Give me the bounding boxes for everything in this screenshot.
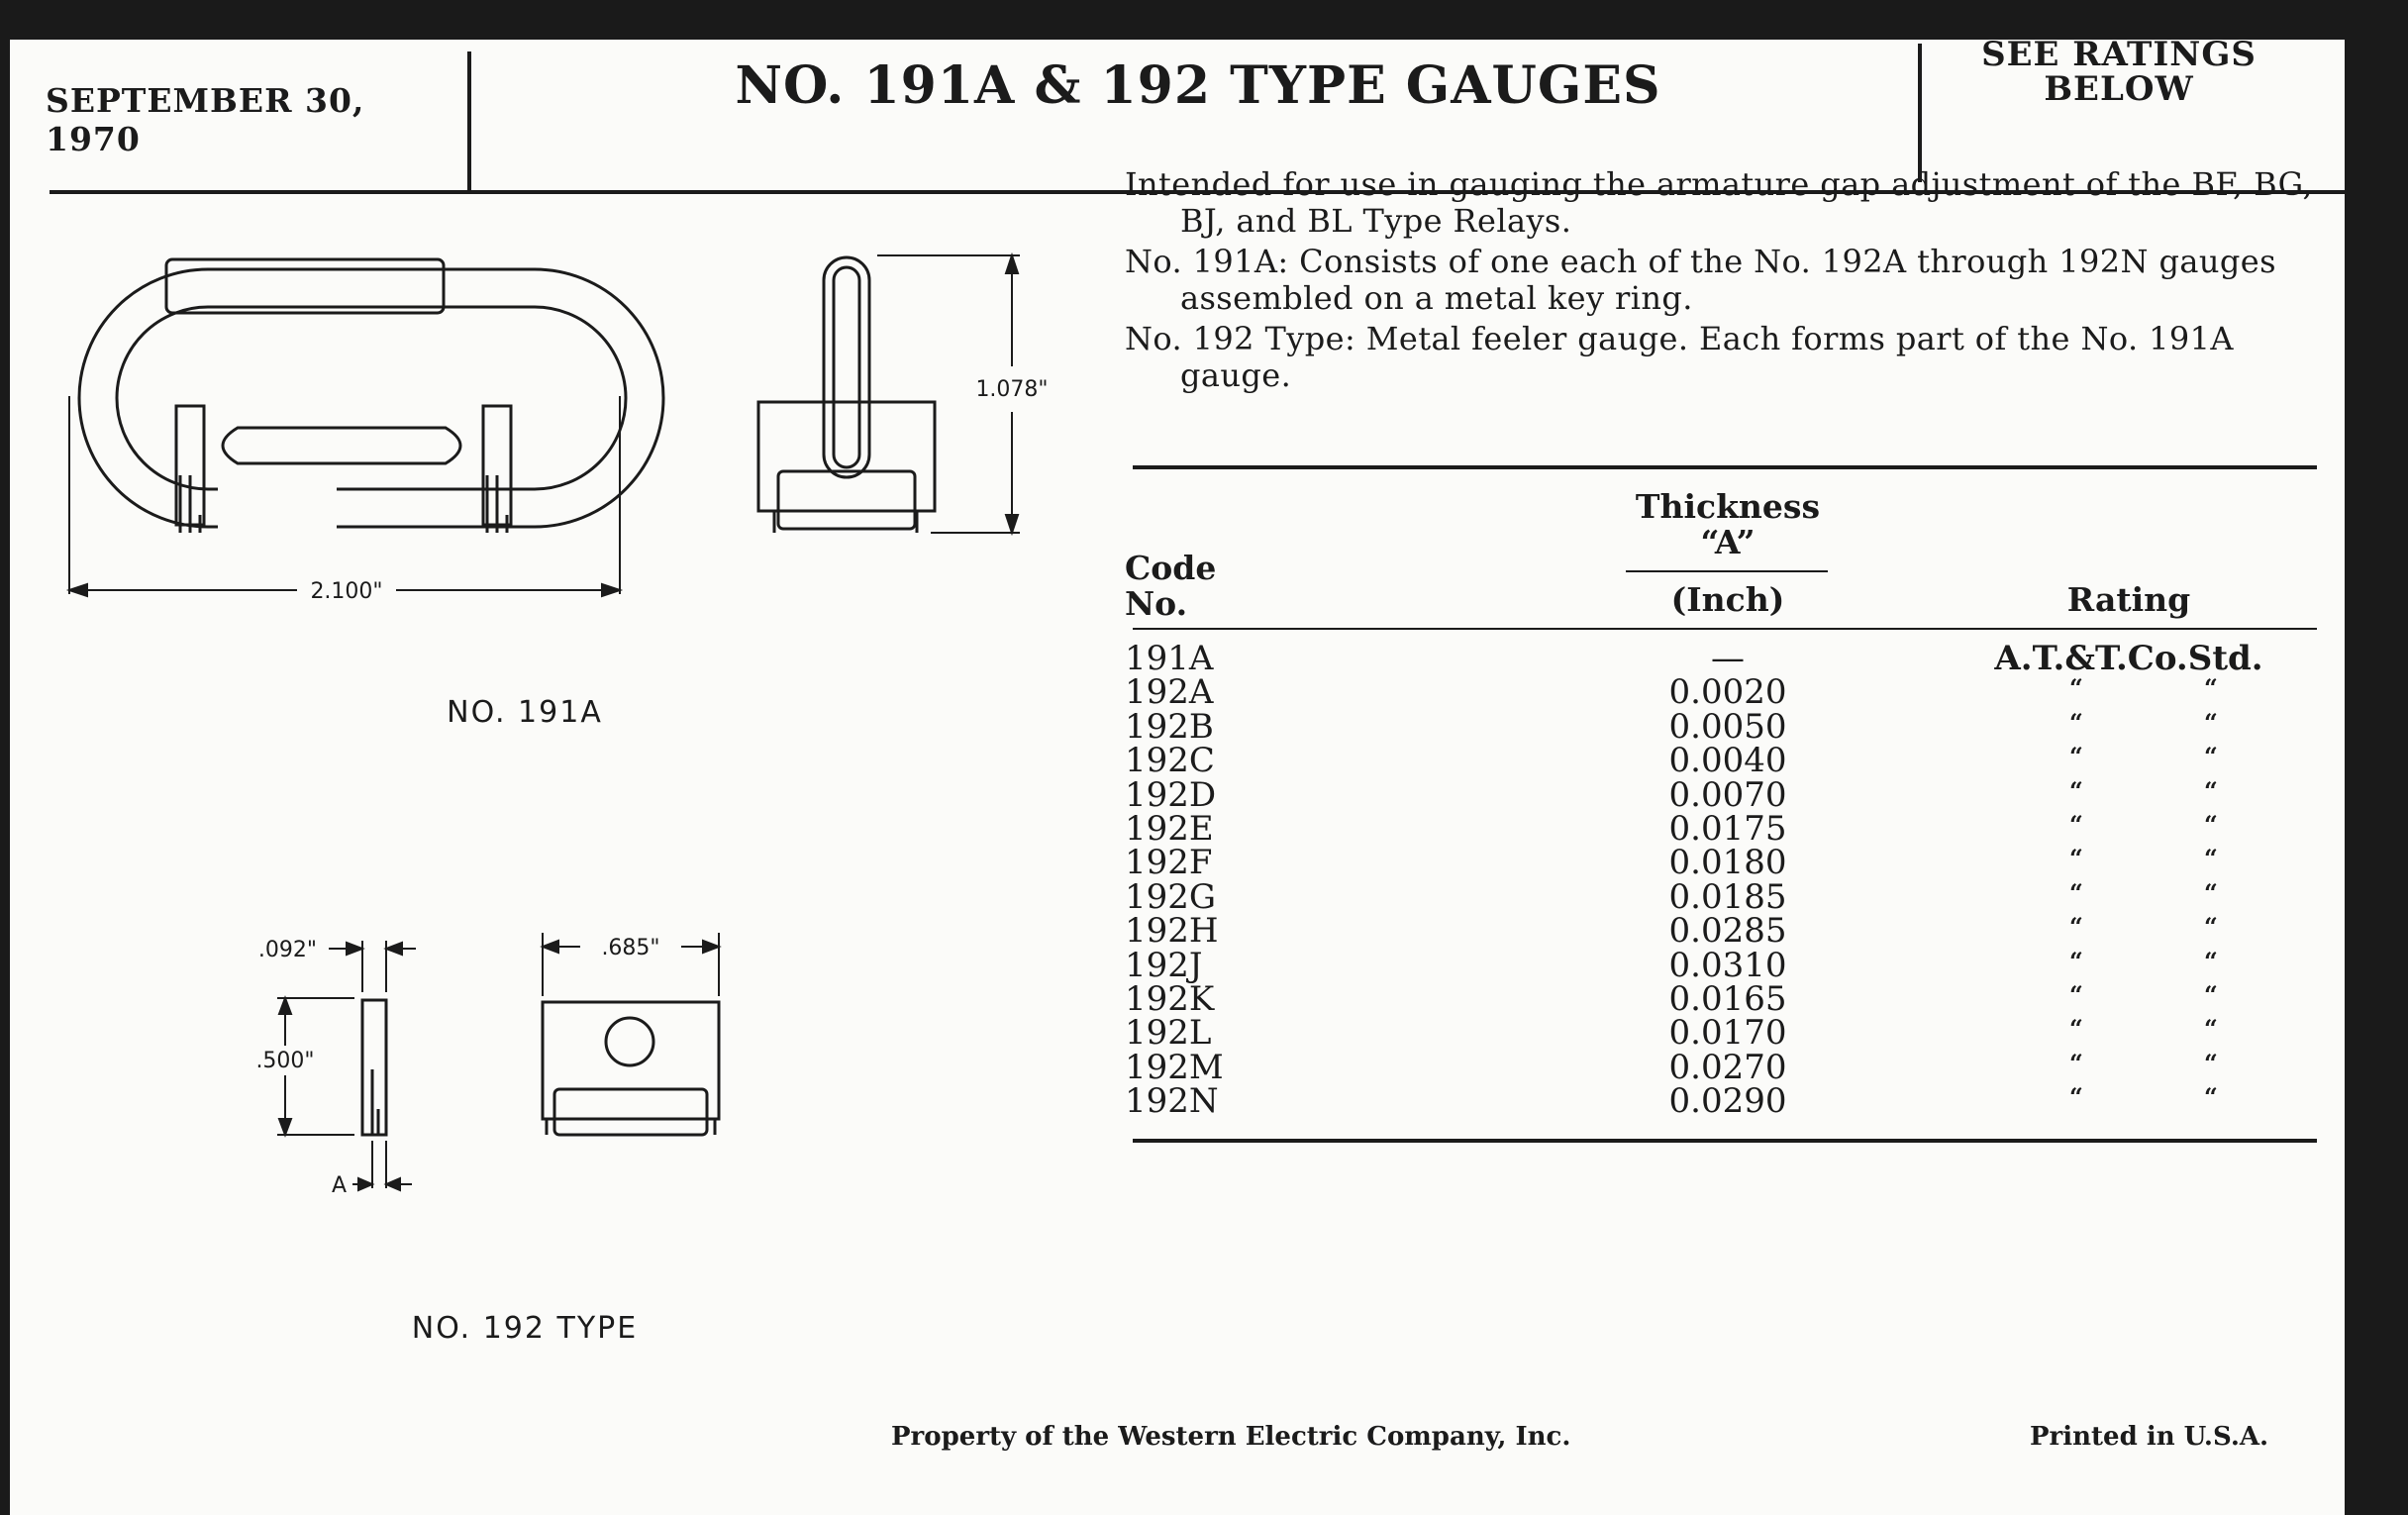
cell-code: 192E: [1125, 809, 1214, 849]
cell-code: 192J: [1125, 945, 1203, 985]
table-top-rule: [1133, 465, 2317, 469]
cell-thickness: 0.0180: [1668, 843, 1787, 883]
header-thickness-unit: (Inch): [1670, 580, 1785, 619]
footer-printed: Printed in U.S.A.: [2030, 1422, 2269, 1452]
page-title: NO. 191A & 192 TYPE GAUGES: [735, 55, 1661, 116]
cell-rating: A.T.&T.Co.Std.: [1994, 639, 2263, 678]
ring-inner: [208, 307, 626, 489]
blade-hole: [606, 1018, 653, 1065]
header-divider-left: [467, 51, 471, 190]
cell-thickness: 0.0170: [1668, 1013, 1787, 1054]
cell-thickness: 0.0050: [1668, 706, 1787, 747]
rating-note-line1: SEE RATINGS: [1981, 35, 2257, 74]
ditto-mark-left: “: [2069, 673, 2083, 703]
cell-thickness: 0.0040: [1668, 741, 1787, 781]
cell-thickness: 0.0290: [1668, 1081, 1787, 1122]
description-intended-use: Intended for use in gauging the armature gap adjustment of the BF, BG, BJ, and BL Type Relays.: [1125, 165, 2314, 240]
ditto-mark-left: “: [2069, 1048, 2083, 1077]
ditto-mark-left: “: [2069, 1082, 2083, 1112]
blade-tab: [554, 1089, 707, 1135]
header-code-line1: Code: [1125, 549, 1217, 587]
ditto-mark-right: “: [2204, 1048, 2218, 1077]
table-header-rule: [1133, 628, 2317, 630]
ditto-mark-left: “: [2069, 742, 2083, 771]
diagram-191a: [40, 218, 1109, 634]
dim-width-192: .685": [601, 936, 660, 960]
ditto-mark-right: “: [2204, 946, 2218, 975]
cell-thickness: 0.0165: [1668, 979, 1787, 1019]
ditto-mark-right: “: [2204, 980, 2218, 1009]
cell-thickness: 0.0020: [1668, 672, 1787, 713]
cell-code: 192N: [1125, 1081, 1219, 1122]
issue-date: SEPTEMBER 30, 1970: [46, 81, 365, 158]
header-thickness-line2: “A”: [1700, 523, 1756, 561]
cell-code: 192C: [1125, 741, 1215, 781]
ditto-mark-right: “: [2204, 742, 2218, 771]
side-view-plate: [758, 402, 935, 511]
ditto-mark-left: “: [2069, 877, 2083, 907]
ditto-mark-left: “: [2069, 844, 2083, 873]
header-code: [1125, 551, 1422, 622]
side-view-tab: [778, 471, 915, 529]
cell-thickness: 0.0175: [1668, 809, 1787, 849]
ditto-mark-left: “: [2069, 1014, 2083, 1044]
ditto-mark-left: “: [2069, 810, 2083, 839]
description-192: No. 192 Type: Metal feeler gauge. Each forms part of the No. 191A gauge.: [1125, 320, 2234, 394]
description: [1125, 166, 2323, 398]
rating-note-line2: BELOW: [2044, 69, 2194, 109]
ditto-mark-right: “: [2204, 673, 2218, 703]
dim-a-192: A: [331, 1173, 347, 1198]
dim-height-191a: 1.078": [975, 377, 1049, 402]
side-view-ring: [824, 257, 869, 477]
ditto-mark-right: “: [2204, 707, 2218, 737]
description-191a: No. 191A: Consists of one each of the No. 192A through 192N gauges assembled on a metal key ring.: [1125, 243, 2276, 317]
cell-thickness: 0.0310: [1668, 945, 1787, 985]
footer-property: Property of the Western Electric Company, Inc.: [891, 1422, 1571, 1452]
cell-code: 192D: [1125, 774, 1217, 815]
thickness-underline: [1626, 570, 1828, 572]
cell-thickness: 0.0270: [1668, 1047, 1787, 1087]
cell-thickness: 0.0285: [1668, 911, 1787, 952]
ditto-mark-right: “: [2204, 775, 2218, 805]
ditto-mark-left: “: [2069, 912, 2083, 942]
ditto-mark-right: “: [2204, 877, 2218, 907]
ditto-mark-left: “: [2069, 707, 2083, 737]
cell-code: 192G: [1125, 876, 1217, 917]
ditto-mark-right: “: [2204, 912, 2218, 942]
blade-front-view: [543, 1002, 719, 1119]
cell-code: 192L: [1125, 1013, 1212, 1054]
ditto-mark-right: “: [2204, 844, 2218, 873]
label-192-type: NO. 192 TYPE: [411, 1311, 639, 1346]
dim-width-191a: 2.100": [310, 579, 383, 604]
cell-code: 192K: [1125, 979, 1215, 1019]
ditto-mark-right: “: [2204, 1014, 2218, 1044]
rating-note: [1921, 35, 2317, 109]
ditto-mark-right: “: [2204, 810, 2218, 839]
cell-thickness: 0.0070: [1668, 774, 1787, 815]
ring-sleeve-top: [166, 259, 444, 313]
cell-thickness: 0.0185: [1668, 876, 1787, 917]
cell-code: 191A: [1125, 639, 1214, 678]
ditto-mark-left: “: [2069, 775, 2083, 805]
cell-code: 192H: [1125, 911, 1219, 952]
dim-thickness-192: .092": [257, 938, 317, 962]
header-rating: Rating: [2066, 580, 2191, 619]
ring-sleeve-bottom: [223, 428, 460, 463]
ditto-mark-right: “: [2204, 1082, 2218, 1112]
cell-code: 192A: [1125, 672, 1214, 713]
cell-code: 192F: [1125, 843, 1213, 883]
header-thickness: [1574, 489, 1881, 560]
ditto-mark-left: “: [2069, 946, 2083, 975]
diagram-192: [228, 911, 782, 1208]
cell-thickness: —: [1711, 639, 1745, 678]
label-191a: NO. 191A: [447, 695, 603, 730]
cell-code: 192B: [1125, 706, 1214, 747]
blade-side-view: [362, 1000, 386, 1135]
header-code-line2: No.: [1125, 584, 1188, 623]
ditto-mark-left: “: [2069, 980, 2083, 1009]
table-bottom-rule: [1133, 1139, 2317, 1143]
dim-height-192: .500": [255, 1049, 315, 1073]
cell-code: 192M: [1125, 1047, 1224, 1087]
ring-left: [79, 269, 218, 527]
header-thickness-line1: Thickness: [1635, 487, 1821, 526]
